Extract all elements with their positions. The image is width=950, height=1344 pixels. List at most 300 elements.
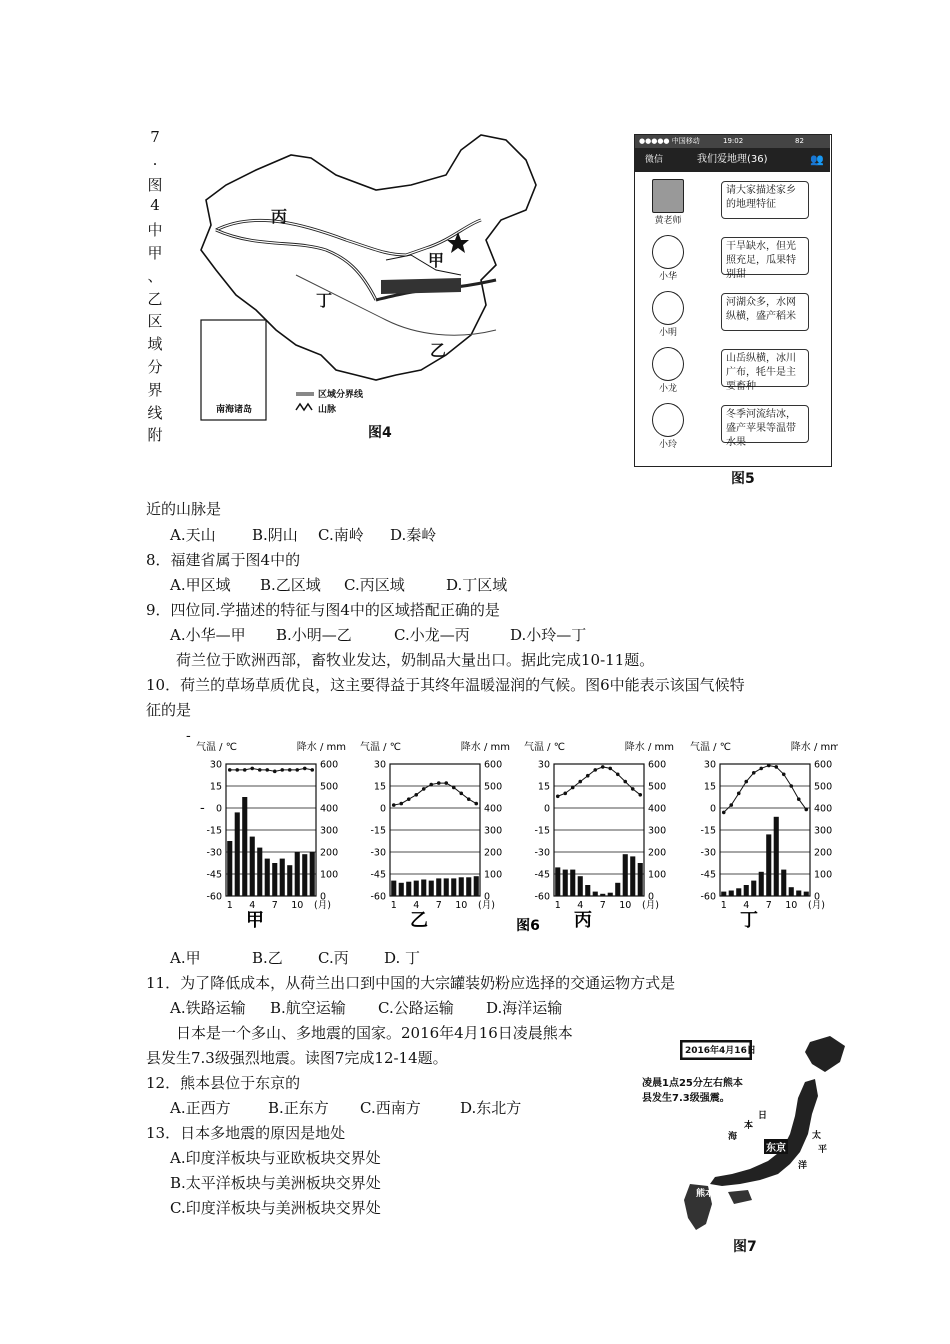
- temp-point: [759, 767, 763, 771]
- precip-bar: [736, 888, 741, 896]
- precip-axis-label: 降水 / mm: [460, 742, 510, 753]
- quake-note-2: 县发生7.3级强震。: [642, 1093, 730, 1104]
- precip-bar: [265, 859, 270, 896]
- q7-vertical-char: .: [152, 150, 158, 169]
- q9-options: [170, 623, 586, 647]
- status-carrier: ●●●●● 中国移动: [639, 137, 700, 145]
- temp-tick-label: 30: [373, 759, 386, 771]
- temp-tick-label: -60: [700, 891, 716, 903]
- month-tick-label: 7: [435, 900, 442, 911]
- temp-point: [789, 784, 793, 788]
- chat-avatar[interactable]: [643, 403, 693, 450]
- temp-point: [722, 811, 726, 815]
- q7-vertical-char: 、: [147, 266, 163, 285]
- temp-point: [744, 780, 748, 784]
- sea-char-2: 本: [744, 1121, 754, 1131]
- star-beijing: [447, 232, 469, 253]
- q7-vertical-char: 中: [147, 221, 163, 240]
- precip-bar: [804, 892, 809, 896]
- chat-sender-name: 小玲: [658, 440, 677, 450]
- temp-point: [392, 803, 396, 807]
- temp-tick-label: 0: [543, 803, 550, 815]
- temp-tick-label: 15: [373, 781, 386, 793]
- temp-tick-label: -45: [206, 869, 222, 881]
- precip-bar: [729, 891, 734, 897]
- precip-bar: [257, 848, 262, 896]
- q11-option-d[interactable]: D.海洋运输: [486, 999, 563, 1017]
- shikoku: [728, 1190, 752, 1204]
- q13-stem: 13．日本多地震的原因是地处: [146, 1124, 346, 1142]
- month-tick-label: 1: [720, 900, 727, 911]
- precip-tick-label: 500: [484, 781, 503, 793]
- chat-bubble: 山岳纵横，冰川广布，牦牛是主要畜种: [721, 349, 809, 387]
- q10-stem-line1: 10．荷兰的草场草质优良，这主要得益于其终年温暖湿润的气候。图6中能表示该国气候特: [146, 676, 745, 694]
- inset-label: 南海诸岛: [216, 405, 253, 415]
- sea-char-1: 日: [758, 1111, 768, 1121]
- temp-point: [459, 792, 463, 796]
- precip-bar: [578, 876, 583, 896]
- temp-tick-label: -45: [700, 869, 716, 881]
- precip-tick-label: 200: [814, 847, 833, 859]
- legend-mountain: 山脉: [318, 405, 337, 415]
- ocean-char-3: 洋: [798, 1161, 808, 1171]
- region-ding: 丁: [316, 291, 333, 310]
- month-tick-label: 10: [619, 900, 632, 911]
- precip-tick-label: 0: [648, 891, 655, 903]
- precip-tick-label: 100: [484, 869, 503, 881]
- precip-bar: [406, 882, 411, 896]
- chart-name-label: 甲: [246, 910, 264, 931]
- back-button[interactable]: 微信: [645, 155, 664, 165]
- temp-point: [414, 793, 418, 797]
- intro-japan-line2: 县发生7.3级强烈地震。读图7完成12-14题。: [146, 1049, 448, 1067]
- q7-vertical-char: 域: [147, 335, 163, 354]
- q12-option-a[interactable]: A.正西方: [170, 1099, 231, 1117]
- temp-point: [631, 787, 635, 791]
- temp-point: [243, 768, 247, 772]
- temp-point: [737, 792, 741, 796]
- precip-bar: [295, 852, 300, 896]
- temp-tick-label: -30: [206, 847, 222, 859]
- chart-name-label: 丁: [740, 910, 758, 931]
- chat-avatar[interactable]: [643, 347, 693, 394]
- temp-point: [638, 793, 642, 797]
- temp-point: [593, 768, 597, 772]
- precip-bar: [250, 837, 255, 896]
- temp-point: [586, 774, 590, 778]
- precip-tick-label: 400: [320, 803, 339, 815]
- chat-title: 我们爱地理(36): [697, 154, 768, 165]
- precip-bar: [593, 892, 598, 896]
- precip-bar: [774, 817, 779, 896]
- temp-point: [601, 765, 605, 769]
- precip-bar: [242, 797, 247, 896]
- temp-point: [437, 781, 441, 785]
- climate-charts-svg: [178, 728, 838, 938]
- chat-sender-name: 小华: [658, 272, 677, 282]
- temp-point: [250, 767, 254, 771]
- precip-bar: [421, 880, 426, 897]
- temp-tick-label: -15: [700, 825, 716, 837]
- month-tick-label: 10: [785, 900, 798, 911]
- q7-option-d[interactable]: D.秦岭: [390, 526, 437, 544]
- precip-bar: [474, 876, 479, 896]
- temp-tick-label: -30: [534, 847, 550, 859]
- temp-point: [303, 767, 307, 771]
- precip-tick-label: 400: [814, 803, 833, 815]
- q11-option-a[interactable]: A.铁路运输: [170, 999, 246, 1017]
- contacts-icon[interactable]: 👥: [810, 153, 824, 166]
- month-tick-label: 1: [226, 900, 233, 911]
- sea-char-3: 海: [728, 1132, 738, 1142]
- precip-tick-label: 200: [320, 847, 339, 859]
- precip-bar: [781, 870, 786, 896]
- temp-tick-label: -30: [370, 847, 386, 859]
- region-bing: 丙: [271, 207, 288, 226]
- figure-6: [178, 728, 838, 938]
- hex-border: [386, 255, 461, 275]
- temp-point: [474, 802, 478, 806]
- q8-option-b[interactable]: B.乙区域: [260, 576, 321, 594]
- hokkaido: [805, 1036, 845, 1072]
- q7-vertical-char: 区: [147, 312, 163, 331]
- q7-vertical-char: 4: [150, 196, 160, 215]
- temp-tick-label: 30: [209, 759, 222, 771]
- temp-axis-label: 气温 / ℃: [360, 742, 401, 753]
- status-battery: 82: [795, 137, 804, 145]
- q7-option-b[interactable]: B.阴山: [252, 526, 298, 544]
- avatar-face-icon: [652, 235, 684, 269]
- q10-option-d[interactable]: D. 丁: [384, 949, 421, 967]
- temp-tick-label: -45: [370, 869, 386, 881]
- chat-avatar[interactable]: [643, 179, 693, 226]
- temp-tick-label: 15: [209, 781, 222, 793]
- avatar-face-icon: [652, 179, 684, 213]
- precip-tick-label: 300: [484, 825, 503, 837]
- precip-bar: [563, 870, 568, 896]
- q7-stem-cont: 近的山脉是: [146, 500, 222, 518]
- q10-options: [170, 946, 420, 970]
- precip-bar: [227, 841, 232, 896]
- temp-tick-label: -60: [534, 891, 550, 903]
- chat-sender-name: 黄老师: [654, 216, 682, 226]
- q7-option-c[interactable]: C.南岭: [318, 526, 364, 544]
- q7-vertical-char: 乙: [147, 289, 163, 308]
- precip-bar: [744, 885, 749, 896]
- temp-tick-label: 15: [537, 781, 550, 793]
- intro-japan-line1: 日本是一个多山、多地震的国家。2016年4月16日凌晨熊本: [176, 1024, 573, 1042]
- precip-bar: [310, 852, 315, 896]
- temp-point: [608, 767, 612, 771]
- status-time: 19:02: [723, 137, 744, 145]
- figure-4-map: [196, 130, 542, 440]
- chat-bubble: 干旱缺水，但光照充足，瓜果特别甜: [721, 237, 809, 275]
- precip-bar: [721, 892, 726, 896]
- chat-header: [635, 148, 830, 172]
- temp-point: [452, 786, 456, 790]
- month-tick-label: 7: [271, 900, 278, 911]
- kumamoto-label: 熊本: [696, 1189, 715, 1199]
- precip-tick-label: 100: [648, 869, 667, 881]
- precip-tick-label: 0: [814, 891, 821, 903]
- temp-point: [556, 794, 560, 798]
- temp-point: [797, 797, 801, 801]
- precip-tick-label: 0: [484, 891, 491, 903]
- precip-bar: [555, 867, 560, 896]
- temp-point: [310, 768, 314, 772]
- q13-option-b[interactable]: B.太平洋板块与美洲板块交界处: [170, 1174, 381, 1192]
- precip-bar: [235, 812, 240, 896]
- china-map-svg: [196, 130, 542, 440]
- temp-tick-label: 0: [379, 803, 386, 815]
- q9-stem: 9．四位同.学描述的特征与图4中的区域搭配正确的是: [146, 601, 500, 619]
- precip-axis-label: 降水 / mm: [296, 742, 346, 753]
- avatar-face-icon: [652, 347, 684, 381]
- q10-option-a[interactable]: A.甲: [170, 949, 201, 967]
- month-unit-label: (月): [478, 900, 495, 911]
- temp-point: [295, 768, 299, 772]
- region-jia: 甲: [428, 251, 445, 270]
- precip-tick-label: 100: [814, 869, 833, 881]
- temp-point: [265, 768, 269, 772]
- q7-vertical-char: 甲: [147, 244, 163, 262]
- temp-tick-label: -60: [206, 891, 222, 903]
- q8-options: [170, 573, 507, 597]
- month-unit-label: (月): [808, 900, 825, 911]
- precip-tick-label: 500: [814, 781, 833, 793]
- temp-tick-label: -60: [370, 891, 386, 903]
- temp-tick-label: -15: [206, 825, 222, 837]
- q7-vertical-char: 线: [147, 403, 163, 422]
- avatar-face-icon: [652, 291, 684, 325]
- temp-point: [228, 768, 232, 772]
- precip-tick-label: 400: [648, 803, 667, 815]
- q11-stem: 11．为了降低成本，从荷兰出口到中国的大宗罐装奶粉应选择的交通运物方式是: [146, 974, 676, 992]
- precip-tick-label: 100: [320, 869, 339, 881]
- precip-bar: [608, 893, 613, 896]
- q12-option-b[interactable]: B.正东方: [268, 1099, 329, 1117]
- precip-bar: [789, 887, 794, 896]
- precip-bar: [280, 859, 285, 896]
- figure-5-caption: 图5: [731, 471, 755, 487]
- precip-tick-label: 0: [320, 891, 327, 903]
- month-tick-label: 7: [599, 900, 606, 911]
- figure-4-caption: 图4: [368, 425, 392, 441]
- precip-bar: [414, 881, 419, 896]
- temp-point: [235, 768, 239, 772]
- precip-tick-label: 200: [648, 847, 667, 859]
- chat-bubble: 请大家描述家乡的地理特征: [721, 181, 809, 219]
- precip-bar: [451, 878, 456, 896]
- temp-point: [399, 802, 403, 806]
- precip-bar: [302, 854, 307, 896]
- chat-sender-name: 小龙: [658, 384, 677, 394]
- q11-option-b[interactable]: B.航空运输: [270, 999, 346, 1017]
- temp-point: [729, 803, 733, 807]
- temp-point: [782, 772, 786, 776]
- precip-bar: [615, 883, 620, 896]
- precip-bar: [391, 881, 396, 896]
- avatar-face-icon: [652, 403, 684, 437]
- quake-note-1: 凌晨1点25分左右熊本: [642, 1078, 743, 1089]
- month-tick-label: 4: [249, 900, 256, 911]
- figure-7: [640, 1034, 855, 1254]
- precip-bar: [623, 854, 628, 896]
- q7-vertical-char: 附: [147, 426, 163, 445]
- precip-tick-label: 600: [648, 759, 667, 771]
- precip-bar: [287, 865, 292, 896]
- temp-point: [422, 787, 426, 791]
- q7-vertical-char: 图: [147, 175, 163, 194]
- temp-tick-label: 15: [703, 781, 716, 793]
- q10-stem-line2: 征的是: [146, 701, 192, 719]
- precip-axis-label: 降水 / mm: [790, 742, 838, 753]
- temp-tick-label: 0: [709, 803, 716, 815]
- temp-point: [752, 771, 756, 775]
- q11-option-c[interactable]: C.公路运输: [378, 999, 454, 1017]
- tokyo-label: 东京: [764, 1139, 788, 1154]
- precip-bar: [585, 885, 590, 896]
- chart-name-label: 乙: [410, 910, 428, 931]
- month-unit-label: (月): [314, 900, 331, 911]
- temp-point: [444, 781, 448, 785]
- temp-axis-label: 气温 / ℃: [196, 742, 237, 753]
- temp-line: [724, 765, 807, 812]
- temp-point: [616, 772, 620, 776]
- mountain-band: [381, 278, 461, 294]
- chat-bubble: 河湖众多，水网纵横，盛产稻米: [721, 293, 809, 331]
- month-tick-label: 10: [291, 900, 304, 911]
- precip-bar: [570, 870, 575, 896]
- q7-vertical-char: 7: [150, 128, 160, 146]
- q7-options: [170, 523, 436, 547]
- region-yi: 乙: [430, 341, 447, 360]
- month-tick-label: 4: [413, 900, 420, 911]
- q11-options: [170, 996, 562, 1020]
- temp-point: [571, 786, 575, 790]
- temp-point: [288, 768, 292, 772]
- temp-tick-label: -45: [534, 869, 550, 881]
- precip-bar: [429, 881, 434, 896]
- precip-axis-label: 降水 / mm: [624, 742, 674, 753]
- q8-stem: 8．福建省属于图4中的: [146, 551, 301, 569]
- precip-bar: [630, 856, 635, 896]
- month-unit-label: (月): [642, 900, 659, 911]
- temp-tick-label: 30: [537, 759, 550, 771]
- precip-bar: [459, 877, 464, 896]
- temp-tick-label: -30: [700, 847, 716, 859]
- month-tick-label: 4: [743, 900, 750, 911]
- temp-axis-label: 气温 / ℃: [690, 742, 731, 753]
- precip-bar: [600, 894, 605, 896]
- q10-option-b[interactable]: B.乙: [252, 949, 283, 967]
- temp-point: [429, 783, 433, 787]
- q12-options: [170, 1096, 521, 1120]
- precip-bar: [399, 883, 404, 896]
- q7-vertical-char: 分: [147, 358, 163, 376]
- temp-point: [407, 797, 411, 801]
- q7-option-a[interactable]: A.天山: [170, 526, 216, 544]
- precip-bar: [796, 891, 801, 897]
- chat-bubble: 冬季河流结冰，盛产苹果等温带水果: [721, 405, 809, 443]
- precip-bar: [759, 872, 764, 896]
- temp-point: [767, 764, 771, 768]
- chat-avatar[interactable]: [643, 291, 693, 338]
- precip-tick-label: 200: [484, 847, 503, 859]
- q9-option-b[interactable]: B.小明—乙: [276, 626, 352, 644]
- month-tick-label: 1: [390, 900, 397, 911]
- q7-vertical-char: 界: [147, 380, 163, 399]
- temp-point: [258, 768, 262, 772]
- q8-option-c[interactable]: C.丙区域: [344, 576, 405, 594]
- precip-bar: [444, 878, 449, 896]
- precip-bar: [466, 877, 471, 896]
- ocean-char-2: 平: [818, 1145, 828, 1155]
- precip-bar: [751, 881, 756, 896]
- q8-option-a[interactable]: A.甲区域: [170, 576, 231, 594]
- temp-tick-label: -15: [534, 825, 550, 837]
- precip-bar: [638, 863, 643, 896]
- precip-tick-label: 300: [814, 825, 833, 837]
- intro-netherlands: 荷兰位于欧洲西部，畜牧业发达，奶制品大量出口。据此完成10-11题。: [176, 651, 655, 669]
- precip-tick-label: 600: [320, 759, 339, 771]
- temp-line: [558, 767, 641, 796]
- temp-line: [230, 768, 313, 771]
- legend-boundary: 区域分界线: [318, 390, 364, 400]
- q9-option-c[interactable]: C.小龙—丙: [394, 626, 470, 644]
- q12-option-d[interactable]: D.东北方: [460, 1099, 522, 1117]
- month-tick-label: 7: [765, 900, 772, 911]
- stray-mark: -: [186, 728, 191, 744]
- precip-tick-label: 600: [814, 759, 833, 771]
- month-tick-label: 1: [554, 900, 561, 911]
- temp-point: [623, 780, 627, 784]
- temp-point: [563, 792, 567, 796]
- chart-name-label: 丙: [574, 910, 592, 931]
- q9-option-a[interactable]: A.小华—甲: [170, 626, 246, 644]
- temp-tick-label: 30: [703, 759, 716, 771]
- temp-point: [467, 797, 471, 801]
- precip-bar: [272, 863, 277, 896]
- temp-point: [774, 765, 778, 769]
- precip-bar: [436, 878, 441, 896]
- precip-tick-label: 300: [648, 825, 667, 837]
- temp-point: [273, 770, 277, 774]
- date-label: 2016年4月16日: [685, 1046, 756, 1056]
- q12-stem: 12．熊本县位于东京的: [146, 1074, 301, 1092]
- q8-option-d[interactable]: D.丁区域: [446, 576, 508, 594]
- q12-option-c[interactable]: C.西南方: [360, 1099, 421, 1117]
- q9-option-d[interactable]: D.小玲—丁: [510, 626, 587, 644]
- temp-point: [804, 808, 808, 812]
- figure-5-chat: [634, 134, 832, 467]
- stray-mark-2: -: [200, 800, 205, 816]
- temp-axis-label: 气温 / ℃: [524, 742, 565, 753]
- q13-option-a[interactable]: A.印度洋板块与亚欧板块交界处: [170, 1149, 381, 1167]
- month-tick-label: 4: [577, 900, 584, 911]
- temp-point: [578, 780, 582, 784]
- precip-bar: [766, 834, 771, 896]
- figure-7-caption: 图7: [733, 1239, 757, 1255]
- precip-tick-label: 500: [648, 781, 667, 793]
- q10-option-c[interactable]: C.丙: [318, 949, 349, 967]
- q13-option-c[interactable]: C.印度洋板块与美洲板块交界处: [170, 1199, 381, 1217]
- month-tick-label: 10: [455, 900, 468, 911]
- ocean-char-1: 太: [812, 1131, 822, 1141]
- figure-6-caption: 图6: [516, 918, 540, 934]
- chat-avatar[interactable]: [643, 235, 693, 282]
- precip-tick-label: 300: [320, 825, 339, 837]
